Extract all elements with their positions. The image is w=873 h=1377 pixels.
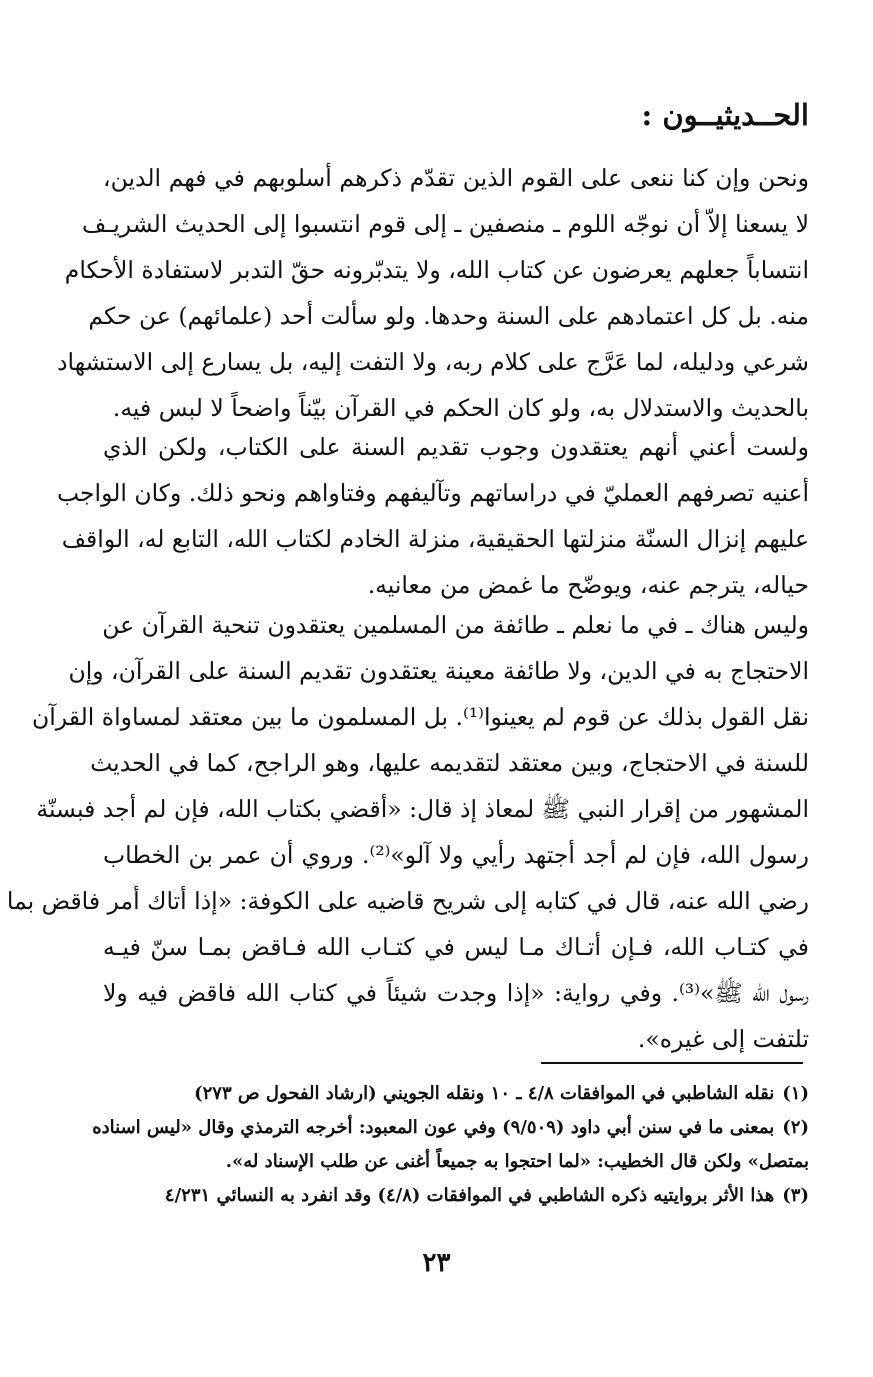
paragraph-line: رسول الله، فإن لم أجد أجتهد رأيي ولا آلو»⁽²⁾. وروي أن عمر بن الخطاب [103, 841, 809, 869]
paragraph-line: لا يسعنا إلاّ أن نوجّه اللوم ـ منصفين ـ إلى قوم انتسبوا إلى الحديث الشريـف [82, 210, 809, 238]
footnote-number: (٢) [782, 1117, 809, 1138]
footnote-2-continuation: بمتصل» ولكن قال الخطيب: «لما احتجوا به جميعاً أغنى عن طلب الإسناد له». [225, 1151, 809, 1172]
paragraph-1 [57, 155, 809, 431]
page-number: ٢٣ [422, 1248, 451, 1278]
paragraph-line: ولست أعني أنهم يعتقدون وجوب تقديم السنة على الكتاب، ولكن الذي [103, 433, 809, 461]
paragraph-line: رسول الله ﷺ»⁽³⁾. وفي رواية: «إذا وجدت شيئاً في كتاب الله فاقض فيه ولا [103, 979, 809, 1007]
paragraph-line: نقل القول بذلك عن قوم لم يعينوا⁽¹⁾. بل المسلمون ما بين معتقد لمساواة القرآن [31, 703, 809, 731]
footnote-number: (١) [782, 1083, 809, 1104]
footnote-1 [103, 1077, 809, 1111]
footnote-2 [92, 1111, 809, 1145]
footnote-text: بمعنى ما في سنن أبي داود (٩/٥٠٩) وفي عون المعبود: أخرجه الترمذي وقال «ليس اسناده [92, 1117, 775, 1138]
footnote-3 [103, 1179, 809, 1213]
paragraph-line: أعنيه تصرفهم العمليّ في دراساتهم وتآليفهم وفتاواهم ونحو ذلك. وكان الواجب [56, 479, 809, 507]
paragraph-line: الاحتجاج به في الدين، ولا طائفة معينة يعتقدون تقديم السنة على القرآن، وإن [68, 657, 809, 685]
footnote-divider [541, 1062, 803, 1064]
paragraph-line: للسنة في الاحتجاج، وبين معتقد لتقديمه عليها، وهو الراجح، كما في الحديث [90, 749, 809, 777]
paragraph-line: ونحن وإن كنا ننعى على القوم الذين تقدّم ذكرهم أسلوبهم في فهم الدين، [103, 164, 809, 192]
paragraph-line: في كتـاب الله، فـإن أتـاك مـا ليس في كتـاب الله فـاقض بمـا سنّ فيـه [103, 933, 809, 961]
paragraph-line: عليهم إنزال السنّة منزلتها الحقيقية، منزلة الخادم لكتاب الله، التابع له، الواقف [61, 525, 809, 553]
paragraph-3 [6, 602, 809, 1062]
paragraph-line: المشهور من إقرار النبي ﷺ لمعاذ إذ قال: «أقضي بكتاب الله، فإن لم أجد فبسنّة [36, 795, 809, 823]
footnote-text: هذا الأثر بروايتيه ذكره الشاطبي في الموافقات (٤/٨) وقد انفرد به النسائي ٤/٢٣١ [164, 1185, 775, 1206]
paragraph-line: حياله، يترجم عنه، ويوضّح ما غمض من معانيه. [367, 571, 809, 599]
paragraph-line: تلتفت إلى غيره». [637, 1025, 809, 1053]
section-heading: الحــديثيــون : [641, 98, 809, 132]
paragraph-line: وليس هناك ـ في ما نعلم ـ طائفة من المسلمين يعتقدون تنحية القرآن عن [102, 611, 809, 639]
paragraph-2 [56, 424, 809, 608]
paragraph-line: منه. بل كل اعتمادهم على السنة وحدها. ولو سألت أحد (علمائهم) عن حكم [88, 302, 809, 330]
paragraph-line: رضي الله عنه، قال في كتابه إلى شريح قاضيه على الكوفة: «إذا أتاك أمر فاقض بما [6, 887, 809, 915]
paragraph-line: شرعي ودليله، لما عَرَّج على كلام ربه، ولا التفت إليه، بل يسارع إلى الاستشهاد [57, 348, 809, 376]
paragraph-line: بالحديث والاستدلال به، ولو كان الحكم في القرآن بيّناً واضحاً لا لبس فيه. [112, 394, 809, 422]
footnote-text: نقله الشاطبي في الموافقات ٤/٨ ـ ١٠ ونقله الجويني (ارشاد الفحول ص ٢٧٣) [194, 1083, 775, 1104]
footnotes [92, 1077, 809, 1213]
footnote-number: (٣) [782, 1185, 809, 1206]
paragraph-line: انتساباً جعلهم يعرضون عن كتاب الله، ولا يتدبّرونه حقّ التدبر لاستفادة الأحكام [64, 256, 809, 284]
